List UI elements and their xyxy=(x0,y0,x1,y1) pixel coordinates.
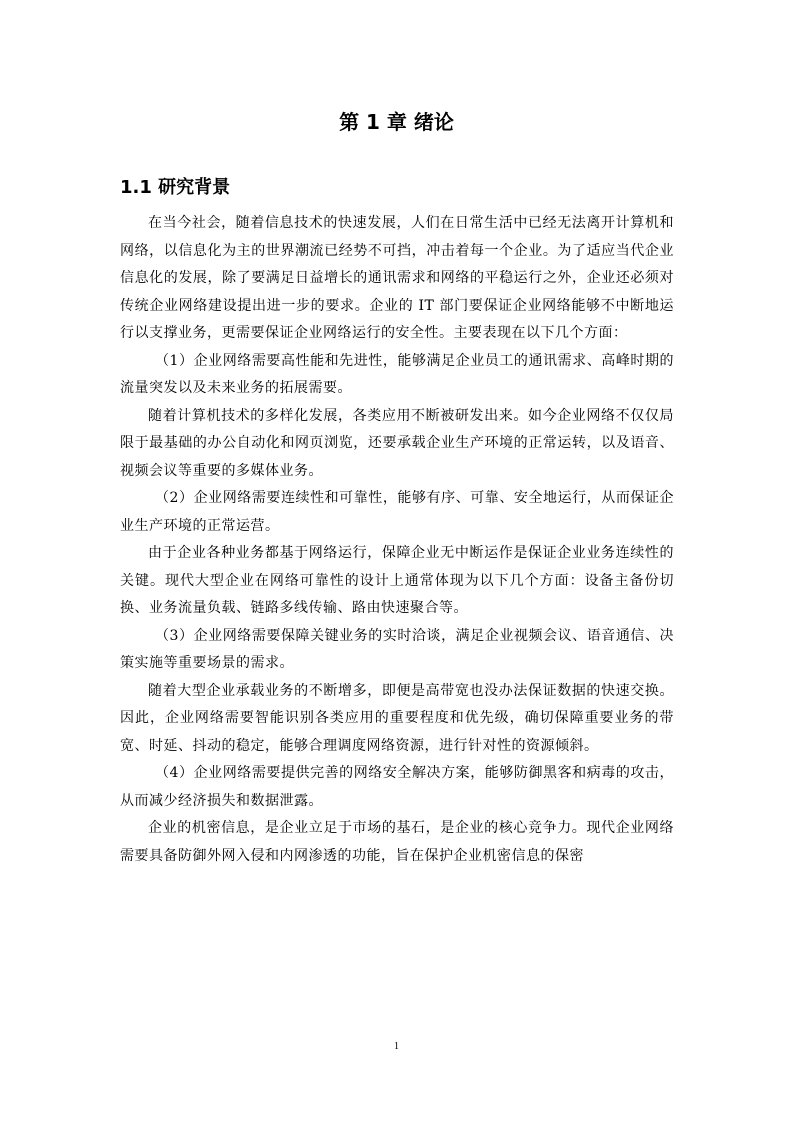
paragraph: 随着计算机技术的多样化发展，各类应用不断被研发出来。如今企业网络不仅仅局限于最基础的办公自动化和网页浏览，还要承载企业生产环境的正常运转，以及语音、视频会议等重要的多媒体业务。 xyxy=(120,407,674,479)
list-item-paragraph: （3）企业网络需要保障关键业务的实时洽谈，满足企业视频会议、语音通信、决策实施等重要场景的需求。 xyxy=(120,627,674,671)
list-item-paragraph: （2）企业网络需要连续性和可靠性，能够有序、可靠、安全地运行，从而保证企业生产环境的正常运营。 xyxy=(120,490,674,534)
section-title: 1.1 研究背景 xyxy=(120,177,231,198)
paragraph: 随着大型企业承载业务的不断增多，即便是高带宽也没办法保证数据的快速交换。因此，企业网络需要智能识别各类应用的重要程度和优先级，确切保障重要业务的带宽、时延、抖动的稳定，能够合理调度网络资源，进行针对性的资源倾斜。 xyxy=(120,682,674,754)
paragraph: 在当今社会，随着信息技术的快速发展，人们在日常生活中已经无法离开计算机和网络，以信息化为主的世界潮流已经势不可挡，冲击着每一个企业。为了适应当代企业信息化的发展，除了要满足日益增长的通讯需求和网络的平稳运行之外，企业还必须对传统企业网络建设提出进一步的要求。企业的 IT 部门要保证企业网络能够不中断地运行以支撑业务，更需要保证企业网络运行的安全性。主要表现在以下几个方面： xyxy=(120,215,674,341)
paragraph: 企业的机密信息，是企业立足于市场的基石，是企业的核心竞争力。现代企业网络需要具备防御外网入侵和内网渗透的功能，旨在保护企业机密信息的保密 xyxy=(120,820,674,864)
list-item-paragraph: （1）企业网络需要高性能和先进性，能够满足企业员工的通讯需求、高峰时期的流量突发以及未来业务的拓展需要。 xyxy=(120,352,674,396)
chapter-title: 第 1 章 绪论 xyxy=(339,110,454,134)
body-text xyxy=(120,210,674,870)
page-number: 1 xyxy=(394,1041,399,1052)
paragraph: 由于企业各种业务都基于网络运行，保障企业无中断运作是保证企业业务连续性的关键。现代大型企业在网络可靠性的设计上通常体现为以下几个方面：设备主备份切换、业务流量负载、链路多线传输、路由快速聚合等。 xyxy=(120,545,674,616)
list-item-paragraph: （4）企业网络需要提供完善的网络安全解决方案，能够防御黑客和病毒的攻击，从而减少经济损失和数据泄露。 xyxy=(120,765,674,809)
